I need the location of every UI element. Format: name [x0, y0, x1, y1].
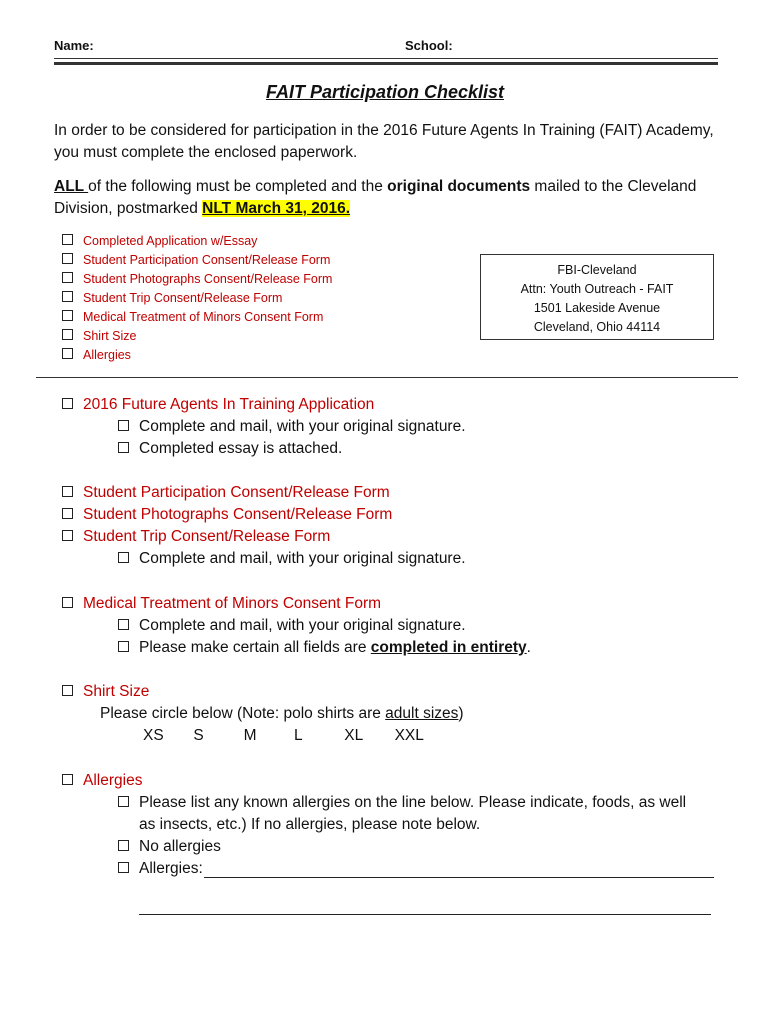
section-divider: [36, 377, 738, 378]
address-line: 1501 Lakeside Avenue: [533, 301, 661, 315]
summary-item: Student Trip Consent/Release Form: [62, 291, 282, 305]
checkbox-icon[interactable]: [62, 234, 73, 245]
checkbox-icon[interactable]: [62, 291, 73, 302]
checkbox-icon[interactable]: [62, 486, 73, 497]
mailing-address-box: [480, 254, 714, 340]
school-label: School:: [405, 38, 453, 53]
summary-item: Medical Treatment of Minors Consent Form: [62, 310, 323, 324]
size-option-l[interactable]: L: [293, 727, 303, 744]
medical-heading: Medical Treatment of Minors Consent Form: [62, 595, 381, 613]
application-item: Complete and mail, with your original signature.: [118, 418, 466, 436]
checkbox-icon[interactable]: [62, 597, 73, 608]
summary-item: Shirt Size: [62, 329, 137, 343]
consent-heading: Student Participation Consent/Release Form: [62, 484, 390, 502]
address-line: Attn: Youth Outreach - FAIT: [520, 282, 674, 296]
size-option-xl[interactable]: XL: [344, 727, 364, 744]
size-option-xxl[interactable]: XXL: [394, 727, 424, 744]
intro-paragraph: In order to be considered for participation in the 2016 Future Agents In Training (FAIT) Academy, you must complete the enclosed paperwork.: [54, 122, 714, 161]
entirety-emphasis: completed in entirety: [370, 639, 527, 656]
allergies-input-line-2[interactable]: [139, 914, 711, 915]
requirement-text-2: mailed to the Cleveland Division, postmarked: [54, 178, 697, 217]
checkbox-icon[interactable]: [62, 310, 73, 321]
checkbox-icon[interactable]: [62, 253, 73, 264]
address-line: FBI-Cleveland: [557, 263, 637, 277]
summary-item: Student Participation Consent/Release Form: [62, 253, 330, 267]
all-emphasis: ALL: [54, 178, 89, 195]
checkbox-icon[interactable]: [118, 840, 129, 851]
checkbox-icon[interactable]: [118, 796, 129, 807]
allergies-field-item: Allergies:: [118, 860, 203, 878]
shirt-heading: Shirt Size: [62, 683, 149, 701]
name-label: Name:: [54, 38, 94, 53]
checkbox-icon[interactable]: [62, 774, 73, 785]
checkbox-icon[interactable]: [118, 619, 129, 630]
shirt-size-options: [143, 727, 441, 745]
size-option-xs[interactable]: XS: [143, 727, 164, 744]
application-heading: 2016 Future Agents In Training Application: [62, 396, 374, 414]
summary-item: Student Photographs Consent/Release Form: [62, 272, 332, 286]
adult-sizes-emphasis: adult sizes: [385, 705, 459, 722]
allergies-item-continued: as insects, etc.) If no allergies, please note below.: [139, 816, 481, 833]
checkbox-icon[interactable]: [118, 862, 129, 873]
allergies-heading: Allergies: [62, 772, 142, 790]
address-line: Cleveland, Ohio 44114: [533, 320, 661, 334]
size-option-s[interactable]: S: [193, 727, 204, 744]
checkbox-icon[interactable]: [62, 530, 73, 541]
allergies-input-line[interactable]: [204, 877, 714, 878]
checkbox-icon[interactable]: [118, 641, 129, 652]
deadline-highlight: NLT March 31, 2016.: [202, 200, 351, 217]
checkbox-icon[interactable]: [62, 348, 73, 359]
shirt-note: Please circle below (Note: polo shirts are adult sizes): [100, 705, 464, 722]
consent-heading: Student Photographs Consent/Release Form: [62, 506, 392, 524]
checkbox-icon[interactable]: [62, 685, 73, 696]
consent-item: Complete and mail, with your original signature.: [118, 550, 466, 568]
summary-item: Allergies: [62, 348, 131, 362]
summary-item: Completed Application w/Essay: [62, 234, 257, 248]
original-documents-emphasis: original documents: [387, 178, 531, 195]
no-allergies-item: No allergies: [118, 838, 221, 856]
checkbox-icon[interactable]: [118, 420, 129, 431]
checkbox-icon[interactable]: [62, 272, 73, 283]
size-option-m[interactable]: M: [243, 727, 257, 744]
medical-item: Complete and mail, with your original signature.: [118, 617, 466, 635]
checkbox-icon[interactable]: [118, 442, 129, 453]
checkbox-icon[interactable]: [62, 398, 73, 409]
requirement-paragraph: [54, 176, 714, 220]
header-rule: [54, 58, 718, 59]
checkbox-icon[interactable]: [62, 329, 73, 340]
header-rule-thick: [54, 62, 718, 65]
checkbox-icon[interactable]: [118, 552, 129, 563]
requirement-text-1: of the following must be completed and the: [88, 178, 388, 195]
page-title: FAIT Participation Checklist: [265, 82, 505, 102]
application-item: Completed essay is attached.: [118, 440, 342, 458]
consent-heading: Student Trip Consent/Release Form: [62, 528, 330, 546]
medical-item: Please make certain all fields are completed in entirety.: [118, 639, 531, 657]
checkbox-icon[interactable]: [62, 508, 73, 519]
allergies-item: Please list any known allergies on the line below. Please indicate, foods, as well: [118, 794, 686, 812]
